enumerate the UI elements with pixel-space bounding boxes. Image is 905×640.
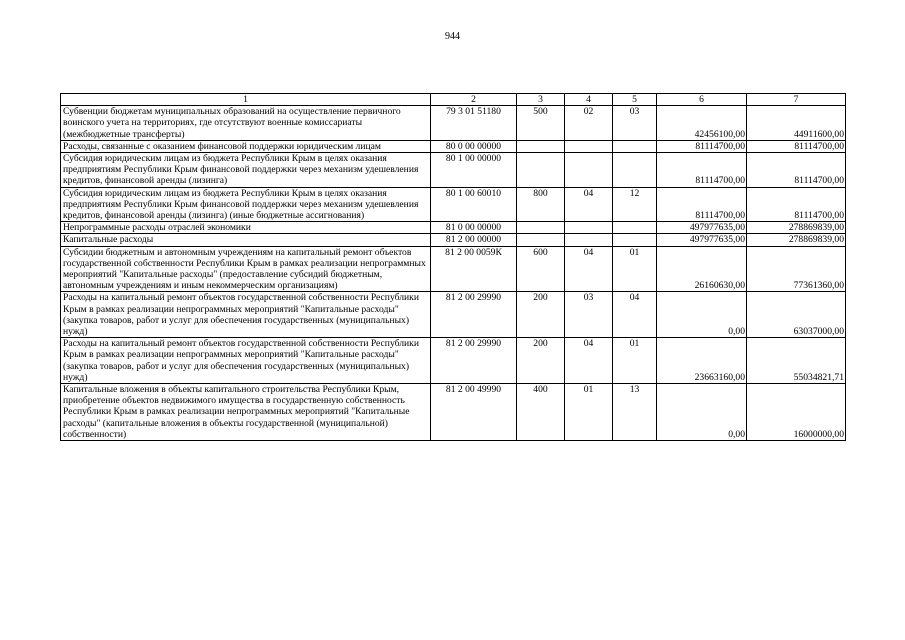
header-cell: 7 xyxy=(747,94,846,106)
row-sum-2: 278869839,00 xyxy=(747,222,846,234)
header-cell: 3 xyxy=(517,94,565,106)
row-pr xyxy=(613,222,657,234)
row-rz xyxy=(565,234,613,246)
table-row xyxy=(61,292,846,338)
row-sum-1: 26160630,00 xyxy=(657,246,747,292)
row-rz: 02 xyxy=(565,106,613,141)
row-pr xyxy=(613,140,657,152)
row-name: Субсидия юридическим лицам из бюджета Республики Крым в целях оказания предприятиям Республики Крым финансовой поддержки через механизм удешевления кредитов, финансовой аренды (лизинга) xyxy=(61,153,431,188)
row-sum-2: 44911600,00 xyxy=(747,106,846,141)
row-code: 81 2 00 29990 xyxy=(431,292,517,338)
row-sum-1: 81114700,00 xyxy=(657,187,747,222)
row-vr xyxy=(517,153,565,188)
row-code: 81 0 00 00000 xyxy=(431,222,517,234)
row-rz: 04 xyxy=(565,187,613,222)
row-sum-2: 16000000,00 xyxy=(747,384,846,441)
row-name: Капитальные вложения в объекты капитального строительства Республики Крым, приобретение объектов недвижимого имущества в государственную собственность Республики Крым в рамках реализации непрограммных мероприятий "Капитальные расходы" (капитальные вложения в объекты государственной (муниципальной) собственности) xyxy=(61,384,431,441)
row-sum-1: 0,00 xyxy=(657,384,747,441)
table-row xyxy=(61,153,846,188)
row-sum-1: 497977635,00 xyxy=(657,222,747,234)
row-sum-1: 81114700,00 xyxy=(657,153,747,188)
row-sum-2: 278869839,00 xyxy=(747,234,846,246)
row-sum-1: 81114700,00 xyxy=(657,140,747,152)
table-row xyxy=(61,246,846,292)
row-sum-2: 77361360,00 xyxy=(747,246,846,292)
row-vr: 200 xyxy=(517,338,565,384)
row-rz xyxy=(565,222,613,234)
row-rz: 03 xyxy=(565,292,613,338)
row-sum-1: 0,00 xyxy=(657,292,747,338)
page-number: 944 xyxy=(445,31,460,42)
row-sum-2: 81114700,00 xyxy=(747,153,846,188)
row-pr: 03 xyxy=(613,106,657,141)
row-sum-1: 23663160,00 xyxy=(657,338,747,384)
row-sum-1: 42456100,00 xyxy=(657,106,747,141)
row-sum-2: 63037000,00 xyxy=(747,292,846,338)
header-cell: 4 xyxy=(565,94,613,106)
row-name: Непрограммные расходы отраслей экономики xyxy=(61,222,431,234)
row-name: Субвенции бюджетам муниципальных образований на осуществление первичного воинского учета на территориях, где отсутствуют военные комиссариаты (межбюджетные трансферты) xyxy=(61,106,431,141)
table-row xyxy=(61,338,846,384)
row-pr: 13 xyxy=(613,384,657,441)
row-name: Субсидии бюджетным и автономным учреждениям на капитальный ремонт объектов государственной собственности Республики Крым в рамках реализации непрограммных мероприятий "Капитальные расходы" (предоставление субсидий бюджетным, автономным учреждениям и иным некоммерческим организациям) xyxy=(61,246,431,292)
row-rz xyxy=(565,140,613,152)
budget-table xyxy=(60,93,846,441)
row-name: Субсидия юридическим лицам из бюджета Республики Крым в целях оказания предприятиям Республики Крым финансовой поддержки через механизм удешевления кредитов, финансовой аренды (лизинга) (иные бюджетные ассигнования) xyxy=(61,187,431,222)
row-name: Капитальные расходы xyxy=(61,234,431,246)
table-row xyxy=(61,384,846,441)
header-cell: 6 xyxy=(657,94,747,106)
header-cell: 1 xyxy=(61,94,431,106)
row-pr: 04 xyxy=(613,292,657,338)
row-code: 79 3 01 51180 xyxy=(431,106,517,141)
row-code: 80 1 00 60010 xyxy=(431,187,517,222)
row-vr: 400 xyxy=(517,384,565,441)
table-row xyxy=(61,106,846,141)
row-code: 81 2 00 49990 xyxy=(431,384,517,441)
table-row xyxy=(61,140,846,152)
row-code: 81 2 00 00000 xyxy=(431,234,517,246)
row-pr: 01 xyxy=(613,338,657,384)
row-vr xyxy=(517,222,565,234)
row-pr xyxy=(613,234,657,246)
table-header-row xyxy=(61,94,846,106)
row-rz: 04 xyxy=(565,246,613,292)
header-cell: 2 xyxy=(431,94,517,106)
row-code: 80 0 00 00000 xyxy=(431,140,517,152)
row-pr xyxy=(613,153,657,188)
row-name: Расходы, связанные с оказанием финансовой поддержки юридическим лицам xyxy=(61,140,431,152)
row-rz: 04 xyxy=(565,338,613,384)
row-sum-2: 55034821,71 xyxy=(747,338,846,384)
row-sum-2: 81114700,00 xyxy=(747,140,846,152)
row-pr: 12 xyxy=(613,187,657,222)
table-row xyxy=(61,187,846,222)
row-code: 81 2 00 0059К xyxy=(431,246,517,292)
row-sum-1: 497977635,00 xyxy=(657,234,747,246)
row-pr: 01 xyxy=(613,246,657,292)
row-name: Расходы на капитальный ремонт объектов государственной собственности Республики Крым в рамках реализации непрограммных мероприятий "Капитальные расходы" (закупка товаров, работ и услуг для обеспечения государственных (муниципальных) нужд) xyxy=(61,338,431,384)
row-vr: 200 xyxy=(517,292,565,338)
row-code: 81 2 00 29990 xyxy=(431,338,517,384)
row-rz xyxy=(565,153,613,188)
header-cell: 5 xyxy=(613,94,657,106)
row-sum-2: 81114700,00 xyxy=(747,187,846,222)
table-row xyxy=(61,234,846,246)
row-vr: 500 xyxy=(517,106,565,141)
table-row xyxy=(61,222,846,234)
row-code: 80 1 00 00000 xyxy=(431,153,517,188)
row-vr xyxy=(517,140,565,152)
row-vr xyxy=(517,234,565,246)
row-rz: 01 xyxy=(565,384,613,441)
row-vr: 800 xyxy=(517,187,565,222)
row-vr: 600 xyxy=(517,246,565,292)
row-name: Расходы на капитальный ремонт объектов государственной собственности Республики Крым в рамках реализации непрограммных мероприятий "Капитальные расходы" (закупка товаров, работ и услуг для обеспечения государственных (муниципальных) нужд) xyxy=(61,292,431,338)
